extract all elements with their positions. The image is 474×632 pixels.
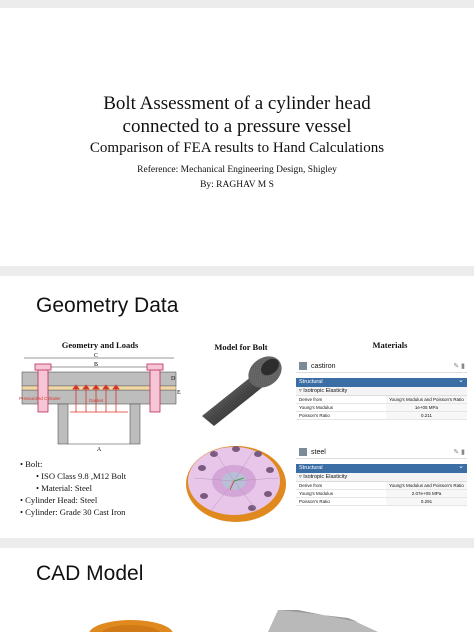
material-cube-icon [299, 362, 307, 370]
property-value: 1e+05 MPa [386, 404, 467, 411]
reference-text: Reference: Mechanical Engineering Design, Shigley [137, 165, 337, 175]
property-row [296, 498, 467, 506]
property-name: Derive from [299, 397, 323, 402]
material-name: steel [311, 448, 326, 456]
geometry-cross-section-diagram [18, 352, 184, 452]
presentation-title [0, 92, 474, 138]
property-row [296, 482, 467, 490]
gasket-label: Gasket [88, 398, 104, 403]
material-cube-icon [299, 448, 307, 456]
slide-title: CAD Model [36, 562, 144, 585]
property-row [296, 404, 467, 412]
slide-title: Geometry Data [36, 294, 179, 317]
cad-model-slide [0, 548, 474, 632]
author-text: By: RAGHAV M S [200, 180, 274, 190]
structural-bar[interactable]: Structural ⌄ [296, 378, 467, 387]
geometry-column-heading: Geometry and Loads [61, 340, 139, 350]
isotropic-elasticity-label: Isotropic Elasticity [303, 474, 348, 480]
bullet-item: • Material: Steel [20, 482, 126, 494]
property-value: 0.211 [386, 412, 467, 419]
title-line-1: Bolt Assessment of a cylinder head [103, 93, 371, 114]
property-row [296, 490, 467, 498]
material-name: castiron [311, 362, 336, 370]
property-value: 0.291 [386, 498, 467, 505]
edit-delete-icons[interactable]: ✎ ▮ [453, 449, 465, 456]
model-column-heading: Model for Bolt [214, 342, 268, 352]
isotropic-elasticity-header[interactable]: ▿ Isotropic Elasticity [296, 473, 467, 482]
geometry-data-slide [0, 276, 474, 538]
isotropic-elasticity-label: Isotropic Elasticity [303, 388, 348, 394]
property-name: Poisson's Ratio [299, 413, 330, 418]
isotropic-elasticity-header[interactable]: ▿ Isotropic Elasticity [296, 387, 467, 396]
property-value: Young's Modulus and Poisson's Ratio [386, 482, 467, 489]
dim-b-label: B [93, 362, 99, 368]
property-name: Young's Modulus [299, 405, 333, 410]
material-name-row[interactable] [296, 360, 467, 373]
bullet-item: • Bolt: [20, 458, 126, 470]
property-name: Poisson's Ratio [299, 499, 330, 504]
dim-e-label: E [177, 390, 181, 396]
materials-column-heading: Materials [372, 340, 408, 350]
material-panel-steel [296, 446, 467, 506]
title-line-2: connected to a pressure vessel [122, 116, 352, 137]
material-panel-castiron [296, 360, 467, 420]
property-value: 2.07e+05 MPa [386, 490, 467, 497]
bullet-item: • Cylinder: Grade 30 Cast Iron [20, 506, 126, 518]
structural-bar[interactable]: Structural ⌄ [296, 464, 467, 473]
property-row [296, 412, 467, 420]
bolt-model-image [194, 354, 290, 436]
geometry-bullet-list [20, 458, 126, 518]
pressurized-label: Pressurized Cylinder [19, 396, 61, 401]
property-name: Derive from [299, 483, 323, 488]
bullet-item: • ISO Class 9.8 ,M12 Bolt [20, 470, 126, 482]
property-value: Young's Modulus and Poisson's Ratio [386, 396, 467, 403]
assembly-model-image [184, 438, 294, 524]
title-slide [0, 8, 474, 266]
dim-a-label: A [96, 447, 102, 452]
property-row [296, 396, 467, 404]
property-name: Young's Modulus [299, 491, 333, 496]
dim-d-label: D [171, 376, 176, 382]
edit-delete-icons[interactable]: ✎ ▮ [453, 363, 465, 370]
presentation-subtitle: Comparison of FEA results to Hand Calculations [89, 140, 385, 156]
dim-c-label: C [93, 353, 99, 359]
cad-model-image-right [268, 610, 378, 632]
bullet-item: • Cylinder Head: Steel [20, 494, 126, 506]
cad-model-image-left [86, 618, 176, 632]
material-name-row[interactable] [296, 446, 467, 459]
